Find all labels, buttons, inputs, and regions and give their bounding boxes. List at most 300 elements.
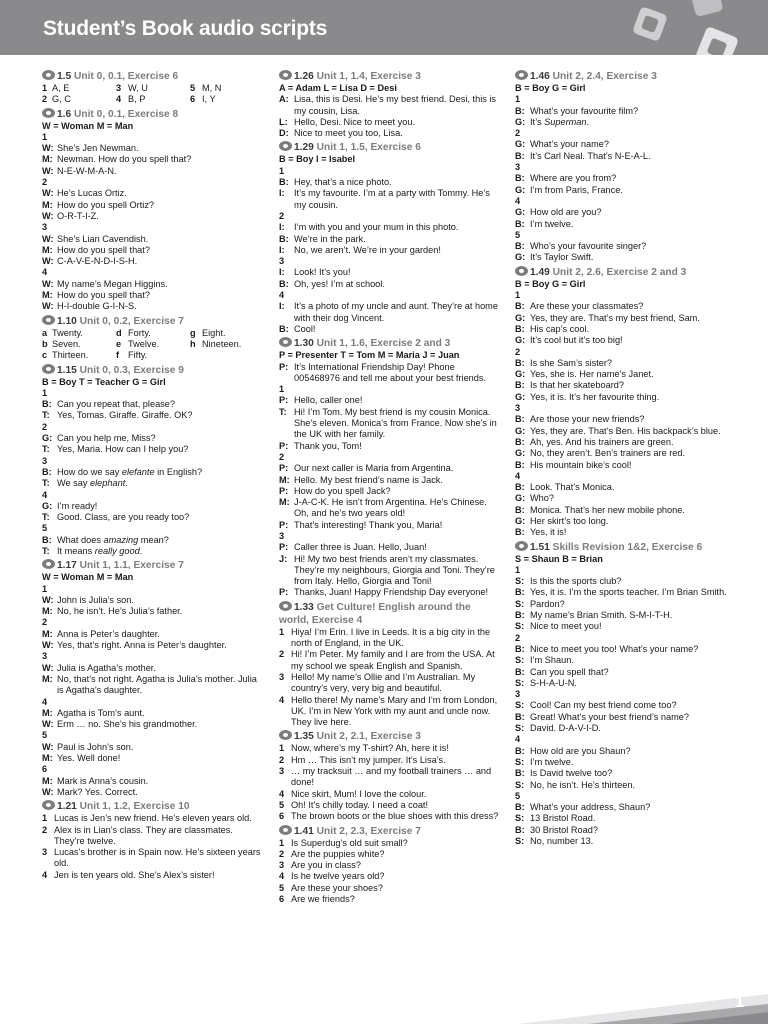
script-line: [42, 279, 262, 290]
script-line: [279, 94, 501, 117]
track-number: 1.35: [294, 731, 314, 743]
numbered-line: [279, 627, 501, 650]
track-number: 1.10: [57, 315, 77, 327]
speaker-label: B:: [279, 233, 289, 244]
line-text: My name’s Brian Smith. S-M-I-T-H.: [530, 610, 673, 621]
script-line: [279, 520, 501, 531]
script-line: [515, 162, 737, 173]
section-heading: [42, 364, 262, 377]
speaker-label: 2: [42, 421, 48, 432]
audio-icon: [42, 800, 55, 810]
script-line: [279, 245, 501, 256]
line-text: Are we friends?: [291, 894, 355, 904]
audio-icon: [279, 601, 292, 611]
speaker-label: 1: [42, 583, 48, 594]
track-number: 1.51: [530, 541, 550, 553]
script-line: [515, 813, 737, 824]
script-line: [515, 493, 737, 504]
script-line: [279, 166, 501, 177]
line-text: Nice to meet you!: [530, 621, 602, 632]
speaker-label: S:: [515, 677, 525, 688]
speaker-label: M:: [42, 628, 53, 639]
item-answer: Fifty.: [128, 350, 148, 361]
item-answer: Twelve.: [128, 338, 160, 349]
speaker-label: 3: [279, 256, 285, 267]
script-line: [42, 234, 262, 245]
speaker-label: G:: [42, 433, 53, 444]
item-letter: [190, 350, 202, 361]
speaker-key: P = Presenter T = Tom M = Maria J = Juan: [279, 350, 460, 361]
section-heading: [515, 70, 737, 83]
item-answer: I, Y: [202, 94, 216, 105]
track-number: 1.46: [530, 71, 550, 82]
speaker-label: B:: [515, 610, 525, 621]
script-line: [42, 154, 262, 165]
line-text: David. D-A-V-I-D.: [530, 723, 601, 734]
audio-script-section: [42, 559, 262, 798]
speaker-label: 4: [42, 489, 48, 500]
track-number: 1.5: [57, 71, 72, 82]
numbered-line: [279, 871, 501, 882]
numbered-line: [279, 743, 501, 754]
line-text: No, we aren’t. We’re in your garden!: [294, 244, 441, 255]
section-heading: [515, 541, 737, 554]
line-text: Hello there! My name’s Mary and I’m from London, UK. I’m in New York with my aunt and uncle now. They live here.: [291, 694, 498, 728]
item-number: 5: [279, 882, 285, 893]
script-line: [515, 290, 737, 301]
decorative-square: [632, 6, 668, 42]
script-line: [515, 836, 737, 847]
item-answer: M, N: [202, 83, 222, 93]
speaker-label: S:: [515, 655, 525, 666]
script-line: [279, 463, 501, 474]
speaker-label: J:: [279, 553, 288, 564]
line-text: Lisa, this is Desi. He’s my best friend. Desi, this is my cousin, Lisa.: [294, 94, 497, 116]
script-line: [515, 219, 737, 230]
script-line: [515, 369, 737, 380]
line-text: I’m with you and your mum in this photo.: [294, 222, 459, 233]
script-line: [515, 207, 737, 218]
script-line: [515, 380, 737, 391]
script-line: [42, 787, 262, 798]
speaker-label: M:: [42, 753, 53, 764]
line-text: Anna is Peter’s daughter.: [57, 628, 160, 639]
script-line: [515, 644, 737, 655]
script-line: [279, 188, 501, 211]
script-line: [515, 757, 737, 768]
script-line: [279, 256, 501, 267]
speaker-label: 5: [42, 523, 48, 534]
script-line: [515, 689, 737, 700]
item-number: 1: [279, 837, 285, 848]
speaker-label: 2: [279, 451, 285, 462]
track-number: 1.29: [294, 142, 314, 154]
speaker-label: P:: [279, 440, 289, 451]
line-text: I’m from Paris, France.: [530, 184, 623, 195]
line-text: Lucas’s brother is in Spain now. He’s sixteen years old.: [54, 847, 261, 869]
line-text: Hi! I’m Tom. My best friend is my cousin Monica. She’s eleven. Monica’s from France. Now she’s in the UK with her family.: [294, 406, 497, 440]
script-line: [515, 527, 737, 538]
script-line: [42, 764, 262, 775]
item-answer: Nineteen.: [202, 338, 242, 349]
item-letter: c: [42, 350, 48, 361]
line-text: It’s International Friendship Day! Phone 005468976 and tell me about your best friends.: [294, 361, 487, 383]
line-text: Cool!: [294, 323, 316, 334]
speaker-label: G:: [515, 252, 526, 263]
speaker-key: B = Boy T = Teacher G = Girl: [42, 376, 166, 387]
speaker-label: L:: [279, 116, 288, 127]
speaker-label: G:: [515, 448, 526, 459]
line-text: 13 Bristol Road.: [530, 813, 596, 824]
line-text: Nice skirt, Mum! I love the colour.: [291, 788, 427, 799]
line-text: S-H-A-U-N.: [530, 677, 577, 688]
line-text: Yes, it is. It’s her favourite thing.: [530, 391, 660, 402]
line-text: … my tracksuit … and my football trainers … and done!: [291, 766, 492, 788]
item-number: 5: [279, 799, 285, 810]
speaker-label: S:: [515, 813, 525, 824]
line-text: Hello, caller one!: [294, 395, 363, 406]
line-text: No, number 13.: [530, 836, 594, 846]
script-line: [279, 128, 501, 139]
speaker-label: I:: [279, 222, 285, 233]
speaker-label: M:: [42, 707, 53, 718]
script-line: [279, 452, 501, 463]
line-text: Her skirt’s too long.: [530, 515, 609, 526]
script-line: [42, 697, 262, 708]
speaker-label: B:: [42, 466, 52, 477]
speaker-label: M:: [42, 775, 53, 786]
speaker-label: S:: [515, 576, 525, 587]
speaker-label: G:: [42, 500, 53, 511]
line-text: Can you help me, Miss?: [57, 433, 156, 444]
speaker-label: W:: [42, 786, 54, 797]
section-title: Unit 1, 1.1, Exercise 7: [79, 560, 184, 572]
script-line: [515, 358, 737, 369]
item-number: 4: [279, 871, 285, 882]
line-text: Oh, yes! I’m at school.: [294, 278, 385, 289]
script-line: [279, 362, 501, 385]
line-text: Are these your classmates?: [530, 301, 644, 312]
script-line: [515, 426, 737, 437]
line-text: No, he isn’t. He’s Julia’s father.: [57, 606, 183, 617]
speaker-label: W:: [42, 278, 54, 289]
speaker-label: W:: [42, 143, 54, 154]
speaker-label: B:: [279, 323, 289, 334]
script-line: [515, 139, 737, 150]
speaker-label: S:: [515, 723, 525, 734]
line-text: Is David twelve too?: [530, 768, 613, 779]
speaker-label: T:: [42, 444, 50, 455]
numbered-line: [279, 894, 501, 905]
line-text: Oh! It’s chilly today. I need a coat!: [291, 799, 429, 810]
line-text: Nice to meet you too, Lisa.: [294, 128, 403, 139]
script-line: [42, 222, 262, 233]
section-title: Unit 0, 0.1, Exercise 6: [74, 71, 179, 82]
line-text: Our next caller is Maria from Argentina.: [294, 463, 454, 474]
speaker-label: B:: [515, 150, 525, 161]
line-text: The brown boots or the blue shoes with this dress?: [291, 811, 499, 822]
script-line: [515, 230, 737, 241]
numbered-line: [279, 672, 501, 695]
line-text: Look. That’s Monica.: [530, 482, 615, 493]
line-text: We’re in the park.: [294, 233, 366, 244]
line-text: No, they aren’t. Ben’s trainers are red.: [530, 448, 686, 459]
speaker-label: S:: [515, 598, 525, 609]
line-text: I’m twelve.: [530, 756, 574, 767]
script-line: [279, 222, 501, 233]
line-text: Thanks, Juan! Happy Friendship Day everyone!: [294, 587, 489, 598]
script-line: [42, 410, 262, 421]
audio-icon: [42, 559, 55, 569]
audio-script-section: [279, 337, 501, 599]
script-line: [42, 478, 262, 489]
speaker-key: B = Boy I = Isabel: [279, 154, 356, 165]
line-text: Is she Sam’s sister?: [530, 357, 613, 368]
line-text: Good. Class, are you ready too?: [57, 512, 190, 523]
speaker-label: 1: [279, 165, 285, 176]
speaker-label: B:: [515, 768, 525, 779]
speaker-label: P:: [279, 485, 289, 496]
script-line: [515, 482, 737, 493]
line-text: What’s your address, Shaun?: [530, 802, 651, 813]
script-line: [515, 825, 737, 836]
script-line: [515, 667, 737, 678]
track-number: 1.41: [294, 825, 314, 837]
script-line: [42, 166, 262, 177]
line-text: I’m Shaun.: [530, 655, 574, 666]
line-text: Who?: [530, 493, 555, 504]
speaker-label: S:: [515, 621, 525, 632]
script-line: [42, 753, 262, 764]
item-answer: Twenty.: [52, 327, 83, 338]
item-number: 4: [279, 788, 285, 799]
line-text: She’s Lian Cavendish.: [57, 233, 149, 244]
script-line: [42, 245, 262, 256]
line-text: Caller three is Juan. Hello, Juan!: [294, 542, 427, 553]
script-line: [279, 497, 501, 520]
script-line: [279, 117, 501, 128]
script-line: [515, 576, 737, 587]
speaker-label: P:: [279, 463, 289, 474]
item-letter: d: [116, 327, 122, 338]
script-line: [42, 444, 262, 455]
line-text: Yes, it is. I’m the sports teacher. I’m Brian Smith.: [530, 587, 727, 598]
line-text: How old are you?: [530, 207, 602, 218]
item-number: 3: [279, 860, 285, 871]
line-text: Can you repeat that, please?: [57, 399, 175, 410]
item-answer: W, U: [128, 83, 148, 93]
line-text: Julia is Agatha’s mother.: [57, 662, 156, 673]
line-text: Pardon?: [530, 598, 565, 609]
speaker-label: D:: [279, 128, 289, 139]
script-line: [515, 712, 737, 723]
script-line: [279, 542, 501, 553]
speaker-label: W:: [42, 188, 54, 199]
answer-grid: [42, 328, 262, 362]
speaker-label: W:: [42, 719, 54, 730]
line-text: Is he twelve years old?: [291, 871, 385, 882]
line-text: Yes, she is. Her name’s Janet.: [530, 369, 654, 380]
speaker-label: 5: [515, 790, 521, 801]
script-line: [515, 565, 737, 576]
line-text: Hi! I’m Peter. My family and I are from the USA. At my school we speak English and Spanish.: [291, 649, 495, 671]
speaker-label: 1: [42, 387, 48, 398]
line-text: Mark is Anna’s cousin.: [57, 775, 149, 786]
audio-icon: [42, 70, 55, 80]
script-line: [279, 486, 501, 497]
track-number: 1.15: [57, 364, 77, 376]
line-text: Yes, Tomas. Giraffe. Giraffe. OK?: [57, 410, 193, 421]
line-text: Yes, they are. That’s Ben. His backpack’s blue.: [530, 425, 721, 436]
line-text: Look! It’s you!: [294, 267, 351, 278]
line-text: How do you spell Jack?: [294, 485, 391, 496]
section-heading: [42, 559, 262, 572]
script-line: [515, 610, 737, 621]
speaker-label: T:: [42, 512, 50, 523]
line-text: We say elephant.: [57, 478, 128, 489]
speaker-label: G:: [515, 425, 526, 436]
line-text: Thank you, Tom!: [294, 440, 362, 451]
speaker-label: 4: [42, 267, 48, 278]
item-number: 2: [279, 848, 285, 859]
script-line: [515, 151, 737, 162]
audio-icon: [515, 70, 528, 80]
script-line: [42, 388, 262, 399]
speaker-label: 2: [42, 177, 48, 188]
line-text: Yes, it is!: [530, 527, 567, 538]
speaker-label: B:: [279, 278, 289, 289]
line-text: That’s interesting! Thank you, Maria!: [294, 519, 443, 530]
item-letter: h: [190, 338, 196, 349]
speaker-label: M:: [279, 497, 290, 508]
speaker-label: P:: [279, 395, 289, 406]
item-letter: 5: [190, 83, 196, 93]
script-line: [42, 674, 262, 697]
script-line: [515, 587, 737, 598]
line-text: Now, where’s my T-shirt? Ah, here it is!: [291, 743, 449, 754]
audio-script-section: [279, 601, 501, 729]
script-line: [42, 422, 262, 433]
script-line: [42, 730, 262, 741]
speaker-label: G:: [515, 139, 526, 150]
script-line: [42, 640, 262, 651]
script-line: [515, 414, 737, 425]
section-title: Unit 0, 0.2, Exercise 7: [79, 315, 184, 327]
speaker-label: 3: [42, 222, 48, 233]
script-line: [42, 177, 262, 188]
speaker-label: B:: [515, 173, 525, 184]
line-text: Lucas is Jen’s new friend. He’s eleven years old.: [54, 813, 252, 824]
section-heading: [279, 141, 501, 154]
speaker-label: B:: [515, 745, 525, 756]
script-line: [279, 177, 501, 188]
speaker-label: T:: [42, 478, 50, 489]
speaker-label: T:: [42, 410, 50, 421]
track-number: 1.30: [294, 338, 314, 350]
speaker-label: 3: [42, 455, 48, 466]
speaker-label: B:: [515, 666, 525, 677]
line-text: Are you in class?: [291, 860, 361, 871]
line-text: She’s Jen Newman.: [57, 143, 139, 154]
speaker-label: M:: [279, 474, 290, 485]
audio-icon: [279, 70, 292, 80]
item-answer: [202, 350, 262, 361]
section-heading: [279, 337, 501, 350]
line-text: What’s your name?: [530, 139, 609, 150]
script-line: [42, 776, 262, 787]
speaker-label: S:: [515, 700, 525, 711]
speaker-label: G:: [515, 515, 526, 526]
section-heading: [42, 70, 262, 83]
speaker-label: 1: [515, 94, 521, 105]
script-line: [515, 437, 737, 448]
script-line: [42, 663, 262, 674]
script-line: [42, 256, 262, 267]
numbered-line: [279, 800, 501, 811]
numbered-line: [279, 860, 501, 871]
line-text: 30 Bristol Road?: [530, 824, 598, 835]
speaker-key: W = Woman M = Man: [42, 572, 134, 583]
script-line: [515, 460, 737, 471]
speaker-label: B:: [515, 218, 525, 229]
item-letter: 3: [116, 83, 122, 93]
speaker-label: P:: [279, 542, 289, 553]
script-line: [515, 403, 737, 414]
section-heading: [279, 825, 501, 838]
line-text: It’s Superman.: [530, 116, 590, 127]
speaker-label: A:: [279, 94, 289, 105]
column-2: [279, 68, 501, 905]
line-text: It’s a photo of my uncle and aunt. They’re at home with their dog Vincent.: [294, 301, 498, 323]
script-line: [515, 505, 737, 516]
line-text: It’s Taylor Swift.: [530, 252, 594, 263]
item-number: 3: [279, 671, 285, 682]
speaker-label: P:: [279, 587, 289, 598]
item-letter: b: [42, 338, 48, 349]
line-text: I’m ready!: [57, 500, 98, 511]
line-text: How do you spell that?: [57, 244, 150, 255]
script-line: [42, 535, 262, 546]
script-line: [42, 629, 262, 640]
line-text: How old are you Shaun?: [530, 745, 631, 756]
line-text: Hey, that’s a nice photo.: [294, 177, 392, 188]
line-text: His mountain bike’s cool!: [530, 459, 632, 470]
speaker-label: 2: [515, 346, 521, 357]
script-line: [515, 173, 737, 184]
item-number: 2: [42, 824, 48, 835]
speaker-label: B:: [515, 459, 525, 470]
speaker-label: G:: [515, 335, 526, 346]
script-line: [515, 678, 737, 689]
section-title: Unit 2, 2.4, Exercise 3: [552, 71, 657, 82]
script-line: [515, 301, 737, 312]
script-line: [42, 742, 262, 753]
script-line: [515, 106, 737, 117]
script-line: [279, 531, 501, 542]
speaker-label: B:: [515, 482, 525, 493]
decorative-square: [695, 26, 739, 55]
track-number: 1.49: [530, 266, 550, 278]
script-line: [515, 780, 737, 791]
line-text: Yes. Well done!: [57, 753, 121, 764]
numbered-line: [279, 849, 501, 860]
script-line: [42, 651, 262, 662]
speaker-key: B = Boy G = Girl: [515, 83, 586, 93]
speaker-label: I:: [279, 301, 285, 312]
line-text: Are those your new friends?: [530, 414, 645, 425]
track-number: 1.6: [57, 108, 72, 120]
script-line: [279, 279, 501, 290]
